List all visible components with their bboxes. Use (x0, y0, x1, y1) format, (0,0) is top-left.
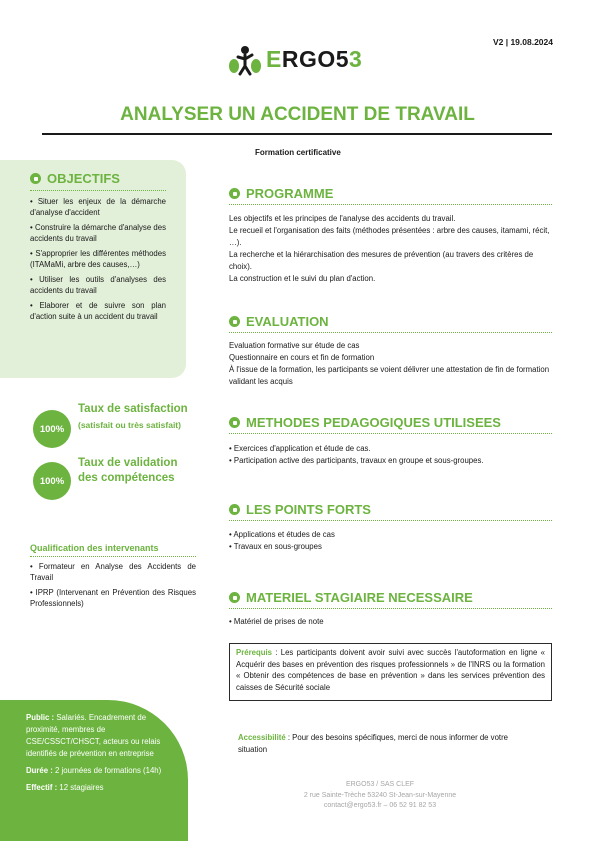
methodes-divider (229, 433, 552, 434)
list-item: • Construire la démarche d'analyse des accidents du travail (30, 223, 166, 243)
list-item: • Situer les enjeux de la démarche d'analyse d'accident (30, 197, 166, 217)
list-item: • Applications et études de cas (229, 530, 335, 539)
objectifs-list (30, 196, 166, 326)
effectif-info: Effectif : 12 stagiaires (26, 783, 104, 792)
paragraph: La construction et le suivi du plan d'action. (229, 274, 376, 283)
paragraph: À l'issue de la formation, les participants se voient délivrer une attestation de fin de formation validant les acquis (229, 365, 550, 386)
satisfaction-badge: 100% (33, 410, 71, 448)
list-item: • Travaux en sous-groupes (229, 542, 322, 551)
materiel-divider (229, 608, 552, 609)
evaluation-text (229, 340, 552, 388)
materiel-text (229, 616, 552, 628)
info-text (26, 712, 166, 799)
list-item: • IPRP (Intervenant en Prévention des Risques Professionnels) (30, 588, 196, 608)
evaluation-icon (229, 316, 240, 327)
satisfaction-note: (satisfait ou très satisfait) (78, 420, 181, 430)
logo-wordmark: ERGO53 (266, 46, 363, 72)
paragraph: Le recueil et l'organisation des faits (méthodes présentées : arbre des causes, itamami, récit, …). (229, 226, 550, 247)
page-subtitle: Formation certificative (255, 148, 341, 157)
footer-company: ERGO53 / SAS CLEF (345, 781, 415, 788)
paragraph: La recherche et la hiérarchisation des mesures de prévention (au travers des critères de choix). (229, 250, 534, 271)
footer-address (280, 780, 480, 812)
paragraph: Les objectifs et les principes de l'analyse des accidents du travail. (229, 214, 456, 223)
ergo53-logo (228, 44, 378, 76)
qualification-divider (30, 556, 196, 557)
duree-info: Durée : 2 journées de formations (14h) (26, 766, 162, 775)
strength-icon (229, 504, 240, 515)
list-item: • S'approprier les différentes méthodes (ITAMaMi, arbre des causes,…) (30, 249, 166, 269)
footer-street: 2 rue Sainte-Trèche 53240 St-Jean-sur-Mayenne (303, 791, 457, 799)
methodes-heading: METHODES PEDAGOGIQUES UTILISEES (229, 415, 501, 430)
evaluation-divider (229, 332, 552, 333)
accessibilite-note: Accessibilité : Pour des besoins spécifiques, merci de nous informer de votre situation (238, 733, 509, 754)
programme-heading: PROGRAMME (229, 186, 333, 201)
satisfaction-label: Taux de satisfaction (78, 403, 188, 415)
materiel-heading: MATERIEL STAGIAIRE NECESSAIRE (229, 590, 473, 605)
program-icon (229, 188, 240, 199)
target-icon (30, 173, 41, 184)
title-divider (42, 133, 552, 135)
list-item: • Formateur en Analyse des Accidents de Travail (30, 562, 196, 582)
validation-badge: 100% (33, 462, 71, 500)
list-item: • Matériel de prises de note (229, 617, 324, 626)
programme-divider (229, 204, 552, 205)
points-forts-heading: LES POINTS FORTS (229, 502, 371, 517)
objectifs-divider (30, 190, 166, 191)
methodes-text (229, 443, 552, 467)
programme-text (229, 213, 552, 285)
validation-label: Taux de validation des compétences (78, 457, 178, 484)
list-item: • Elaborer et de suivre son plan d'action suite à un accident du travail (30, 301, 166, 321)
prerequis-box: Prérequis : Les participants doivent avoir suivi avec succès l'autoformation en ligne « Acquérir des bases en prévention des risques professionnels » de l'INRS ou la formation « Obtenir des compétences de base en prévention » dans les services prévention des caisses de Sécurité sociale (229, 643, 552, 701)
public-info: Public : Salariés. Encadrement de proximité, membres de CSE/CSSCT/CHSCT, acteurs ou relais identifiés de prévention en entreprise (26, 713, 161, 758)
pencil-icon (229, 592, 240, 603)
qualification-heading: Qualification des intervenants (30, 543, 159, 553)
teaching-icon (229, 417, 240, 428)
page-title: ANALYSER UN ACCIDENT DE TRAVAIL (120, 104, 475, 125)
version-date: V2 | 19.08.2024 (492, 37, 553, 47)
evaluation-heading: EVALUATION (229, 314, 329, 329)
leaf-figure-icon (228, 44, 262, 76)
points-forts-text (229, 529, 552, 553)
list-item: • Exercices d'application et étude de cas. (229, 444, 371, 453)
points-forts-divider (229, 520, 552, 521)
paragraph: Evaluation formative sur étude de cas (229, 341, 360, 350)
list-item: • Utiliser les outils d'analyses des accidents du travail (30, 275, 166, 295)
footer-contact: contact@ergo53.fr – 06 52 91 82 53 (323, 802, 437, 809)
qualification-list (30, 561, 196, 613)
objectifs-heading: OBJECTIFS (30, 171, 120, 186)
paragraph: Questionnaire en cours et fin de formation (229, 353, 375, 362)
list-item: • Participation active des participants, travaux en groupe et sous-groupes. (229, 456, 484, 465)
